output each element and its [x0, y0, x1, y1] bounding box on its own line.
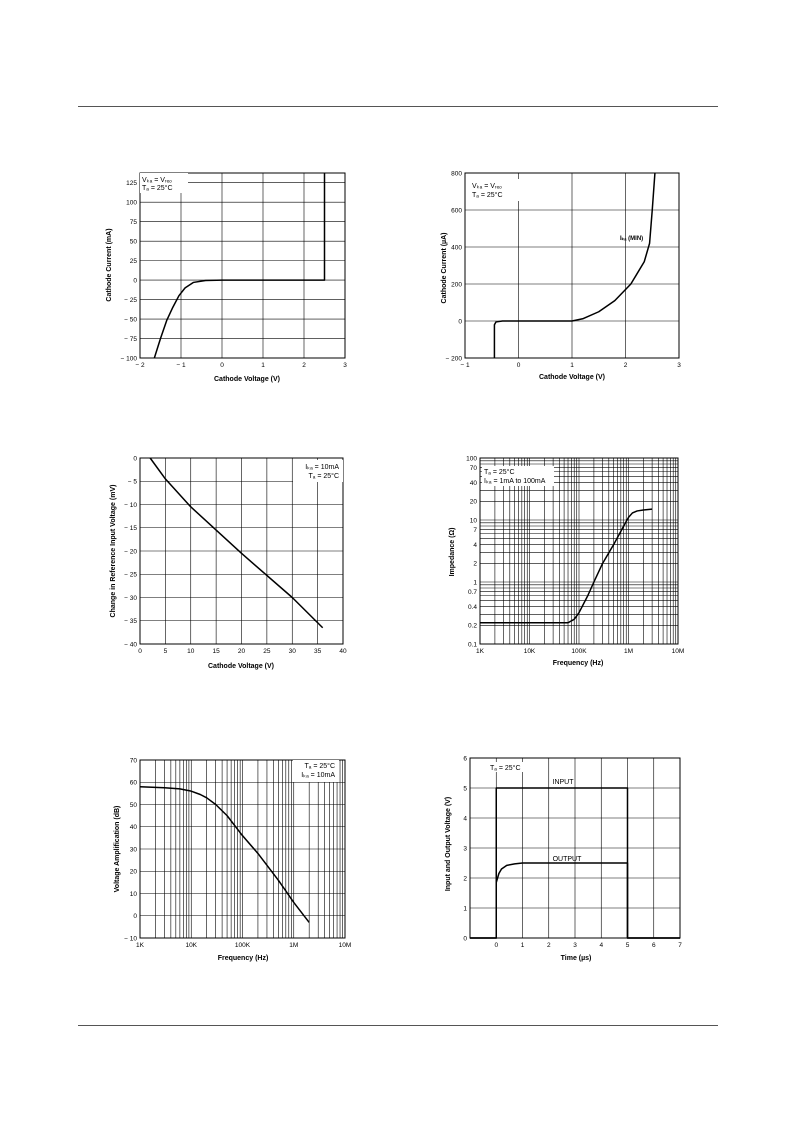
x-tick-label: 1 [261, 362, 265, 369]
y-tick-label: − 100 [120, 355, 137, 363]
x-tick-label: 15 [212, 648, 220, 655]
y-tick-label: − 5 [127, 478, 137, 486]
x-tick-label: 4 [599, 942, 604, 949]
x-tick-label: 5 [625, 942, 630, 949]
x-tick-label: − 1 [460, 362, 470, 369]
y-tick-label: 2 [473, 560, 477, 568]
y-tick-label: − 50 [124, 316, 137, 324]
y-tick-label: 4 [463, 815, 467, 823]
y-tick-label: 0.1 [467, 641, 477, 649]
y-tick-label: 0 [133, 913, 137, 921]
y-tick-label: 0.7 [467, 588, 477, 596]
y-tick-label: 100 [466, 455, 477, 463]
x-tick-label: 1 [570, 362, 574, 369]
x-tick-label: 10K [185, 942, 198, 949]
annotation-ika-min: Iₖₐ (MIN) [620, 236, 644, 242]
x-tick-label: 0 [220, 362, 224, 369]
chart-reference-voltage-change [95, 450, 365, 675]
y-tick-label: − 25 [124, 296, 137, 304]
y-tick-label: 30 [129, 846, 137, 854]
y-tick-label: − 35 [124, 618, 137, 626]
chart-cathode-current-ua [430, 165, 700, 395]
series-line-cathode-current [154, 173, 324, 358]
x-axis-label: Cathode Voltage (V) [208, 663, 274, 670]
x-tick-label: 40 [339, 648, 347, 655]
annotation-temperature: Tₐ = 25°C [142, 185, 173, 192]
x-tick-label: 100K [571, 648, 587, 655]
y-tick-label: 6 [463, 755, 467, 763]
y-tick-label: 0.2 [467, 622, 477, 630]
grid [140, 760, 345, 938]
chart-cathode-current-ma [95, 165, 365, 395]
y-tick-label: − 40 [124, 641, 137, 649]
x-tick-label: 20 [237, 648, 246, 655]
chart-voltage-amplification [95, 750, 365, 970]
series-label-output: OUTPUT [552, 856, 582, 863]
y-tick-label: − 30 [124, 594, 137, 602]
y-tick-label: 800 [451, 170, 462, 178]
x-tick-label: 1K [136, 942, 144, 949]
y-tick-label: 125 [126, 180, 137, 188]
x-axis-label: Time (µs) [560, 955, 592, 962]
x-tick-label: 10 [187, 648, 195, 655]
annotation-condition: Vₖₐ = Vᵣₑₒ [142, 177, 172, 184]
annotation-current: Iₖₐ = 10mA [301, 772, 335, 779]
x-tick-label: 6 [651, 942, 656, 949]
y-tick-label: 20 [129, 868, 137, 876]
y-tick-label: 40 [129, 824, 137, 832]
y-tick-label: − 10 [124, 935, 137, 943]
y-axis-label: Input and Output Voltage (V) [445, 796, 452, 892]
y-tick-label: 400 [451, 244, 462, 252]
y-tick-label: 70 [129, 757, 137, 765]
annotation-condition: Vₖₐ = Vᵣₑₒ [472, 183, 502, 190]
x-tick-label: 25 [263, 648, 271, 655]
y-tick-label: 10 [129, 890, 137, 898]
x-tick-label: 2 [623, 362, 628, 369]
y-tick-label: 600 [451, 207, 462, 215]
y-tick-label: 100 [126, 199, 137, 207]
grid [470, 758, 680, 938]
annotation-temperature: Tₐ = 25°C [490, 765, 521, 772]
annotation-current: Iₖₐ = 10mA [305, 464, 339, 471]
y-tick-label: 5 [463, 785, 467, 793]
y-tick-label: 3 [463, 845, 467, 853]
y-axis-label: Voltage Amplification (dB) [114, 805, 121, 893]
y-tick-label: 50 [129, 238, 137, 246]
x-tick-label: − 2 [135, 362, 145, 369]
chart-impedance [430, 450, 700, 675]
annotation-temperature: Tₐ = 25°C [304, 763, 335, 770]
x-tick-label: 30 [288, 648, 296, 655]
y-tick-label: 0 [133, 455, 137, 463]
x-tick-label: 7 [678, 942, 682, 949]
y-tick-label: 0 [463, 935, 467, 943]
x-tick-label: 3 [343, 362, 347, 369]
ticks [124, 455, 347, 655]
y-tick-label: 0.4 [467, 603, 477, 611]
annotation-temperature: Tₐ = 25°C [472, 192, 503, 199]
y-tick-label: − 25 [124, 571, 137, 579]
x-tick-label: 100K [234, 942, 251, 949]
y-tick-label: 75 [129, 218, 137, 226]
ticks [121, 180, 348, 369]
chart-input-output-voltage [430, 750, 700, 970]
y-tick-label: − 200 [445, 355, 462, 363]
x-tick-label: 3 [573, 942, 577, 949]
x-tick-label: 10M [338, 942, 352, 949]
annotation-temperature: Tₐ = 25°C [308, 473, 339, 480]
y-tick-label: 4 [473, 541, 477, 549]
x-tick-label: 5 [163, 648, 168, 655]
y-tick-label: 0 [458, 318, 462, 326]
x-tick-label: 10K [523, 648, 536, 655]
series-label-input: INPUT [552, 779, 574, 786]
x-tick-label: 2 [302, 362, 306, 369]
x-tick-label: 35 [314, 648, 322, 655]
series-layer [154, 173, 324, 358]
grid [140, 458, 343, 644]
series-line-vref [150, 458, 323, 628]
annotation-current: Iₖₐ = 1mA to 100mA [484, 478, 546, 485]
y-tick-label: 70 [469, 464, 477, 472]
y-tick-label: − 15 [124, 525, 137, 533]
plot-frame [140, 173, 345, 358]
series-line-gain [140, 787, 309, 923]
y-tick-label: 0 [133, 277, 137, 285]
x-tick-label: 1K [476, 648, 484, 655]
x-axis-label: Cathode Voltage (V) [214, 376, 280, 383]
x-tick-label: 1M [289, 942, 299, 949]
x-tick-label: 0 [516, 362, 521, 369]
y-tick-label: 1 [463, 905, 467, 913]
x-axis-label: Frequency (Hz) [217, 955, 269, 962]
series-layer [150, 458, 323, 628]
y-axis-label: Cathode Current (mA) [106, 228, 113, 302]
y-tick-label: − 10 [124, 501, 137, 509]
y-tick-label: 60 [129, 779, 137, 787]
header-rule [78, 106, 718, 107]
x-tick-label: 0 [494, 942, 499, 949]
y-tick-label: 25 [129, 257, 137, 265]
annotation-temperature: Tₐ = 25°C [484, 469, 515, 476]
y-tick-label: 50 [129, 801, 137, 809]
y-tick-label: 200 [451, 281, 462, 289]
footer-rule [78, 1025, 718, 1026]
y-tick-label: − 20 [124, 548, 137, 556]
x-tick-label: 3 [677, 362, 681, 369]
x-axis-label: Frequency (Hz) [552, 660, 604, 667]
y-tick-label: 40 [469, 479, 477, 487]
x-tick-label: − 1 [176, 362, 186, 369]
x-tick-label: 1 [520, 942, 525, 949]
y-tick-label: 7 [473, 526, 477, 534]
y-tick-label: 10 [469, 517, 477, 525]
y-axis-label: Cathode Current (µA) [441, 232, 448, 304]
y-tick-label: 2 [463, 875, 467, 883]
x-axis-label: Cathode Voltage (V) [539, 374, 605, 381]
y-tick-label: 20 [469, 498, 477, 506]
y-axis-label: Change in Reference Input Voltage (mV) [110, 484, 117, 618]
x-tick-label: 10M [671, 648, 685, 655]
y-axis-label: Impedance (Ω) [449, 527, 456, 577]
grid [140, 173, 345, 358]
y-tick-label: − 75 [124, 335, 137, 343]
x-tick-label: 0 [138, 648, 142, 655]
x-tick-label: 2 [546, 942, 551, 949]
x-tick-label: 1M [623, 648, 634, 655]
y-tick-label: 1 [473, 579, 477, 587]
series-layer [140, 787, 309, 923]
